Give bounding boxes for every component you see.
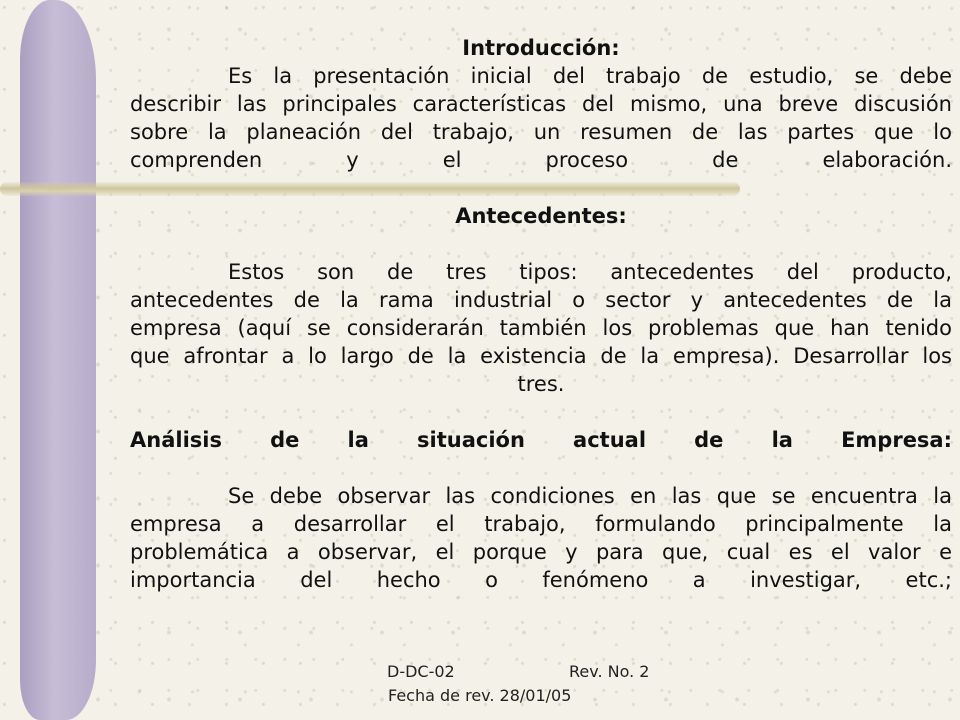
intro-line: Es la presentación inicial del trabajo de estudio, se debe	[228, 64, 952, 88]
decorative-side-stripe	[20, 0, 96, 720]
slide-body	[130, 34, 952, 594]
revision-number: Rev. No. 2	[569, 662, 650, 681]
antecedentes-line: Estos son de tres tipos: antecedentes del producto,	[228, 260, 952, 284]
antecedentes-line: que afrontar a lo largo de la existencia de la empresa). Desarrollar los	[130, 344, 952, 368]
intro-line: describir las principales características del mismo, una breve discusión	[130, 92, 952, 116]
analisis-line: Se debe observar las condiciones en las que se encuentra la	[228, 484, 952, 508]
slide-footer	[380, 660, 680, 708]
analisis-line: problemática a observar, el porque y para que, cual es el valor e	[130, 540, 952, 564]
analisis-line: empresa a desarrollar el trabajo, formulando principalmente la	[130, 512, 952, 536]
intro-line: comprenden y el proceso de elaboración.	[130, 148, 952, 172]
antecedentes-line: tres.	[517, 372, 565, 396]
antecedentes-line: antecedentes de la rama industrial o sector y antecedentes de la	[130, 288, 952, 312]
document-code: D-DC-02	[387, 662, 455, 681]
analisis-line: importancia del hecho o fenómeno a investigar, etc.;	[130, 568, 952, 592]
intro-line: sobre la planeación del trabajo, un resumen de las partes que lo	[130, 120, 952, 144]
antecedentes-heading: Antecedentes:	[455, 204, 627, 228]
antecedentes-line: empresa (aquí se considerarán también los problemas que han tenido	[130, 316, 952, 340]
intro-heading: Introducción:	[462, 36, 620, 60]
analisis-heading: Análisis de la situación actual de la Empresa:	[130, 428, 952, 452]
revision-date: Fecha de rev. 28/01/05	[388, 686, 572, 705]
